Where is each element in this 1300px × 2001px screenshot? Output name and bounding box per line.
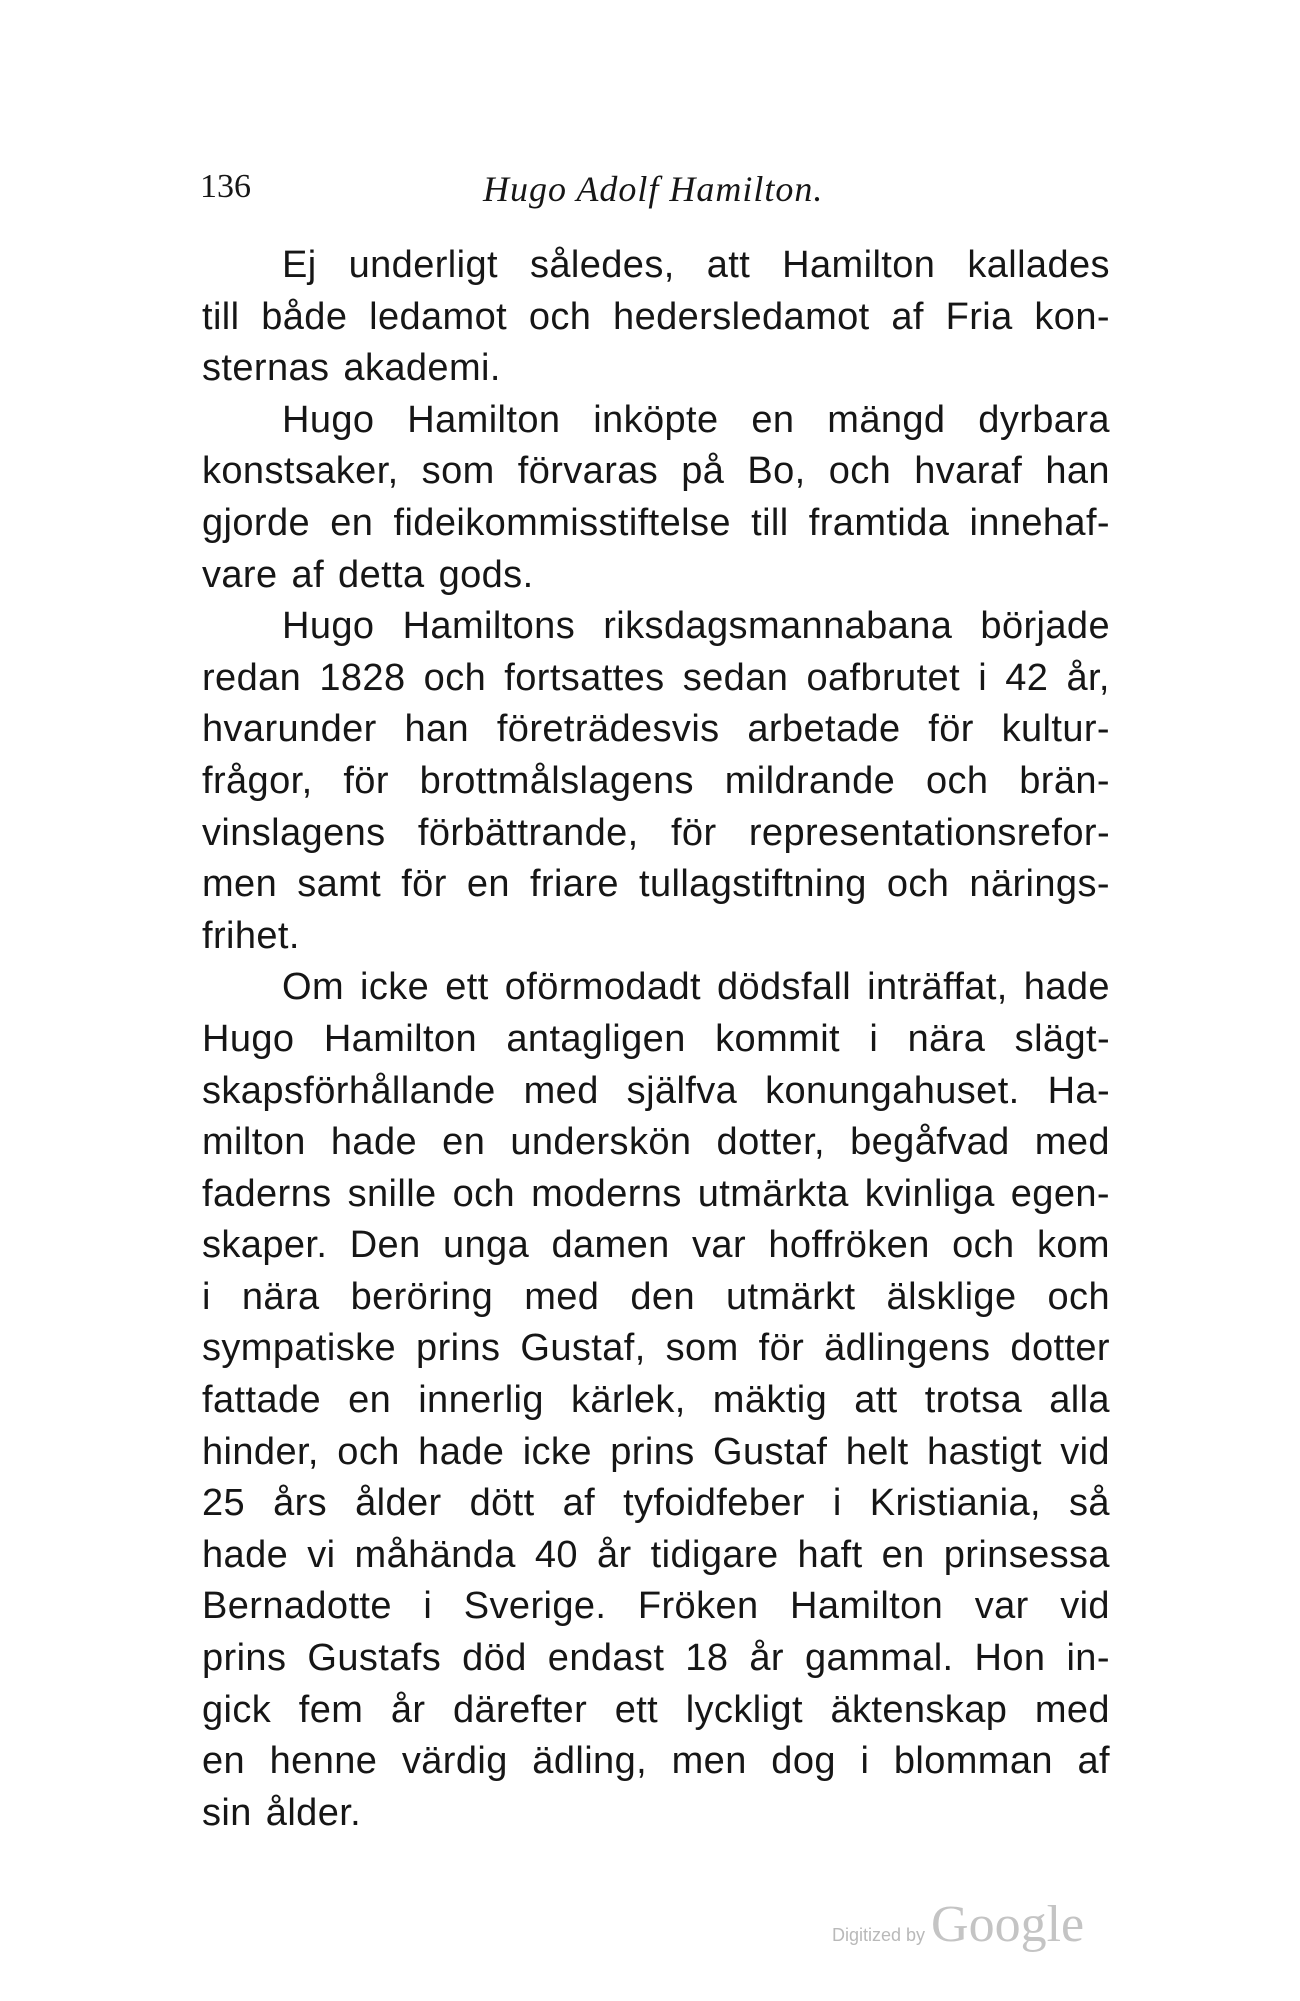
word: att bbox=[706, 244, 751, 286]
word: en bbox=[466, 863, 510, 906]
word: hastigt bbox=[927, 1430, 1042, 1473]
watermark-prefix: Digitized by bbox=[832, 1925, 926, 1945]
word: med bbox=[524, 1275, 600, 1318]
word: unga bbox=[442, 1224, 530, 1267]
word: kärlek, bbox=[571, 1379, 686, 1422]
word: friare bbox=[529, 863, 619, 906]
word: och bbox=[423, 656, 487, 699]
word: hade bbox=[1023, 966, 1110, 1009]
word: blomman bbox=[893, 1740, 1053, 1783]
word: en bbox=[881, 1533, 925, 1576]
word: inköpte bbox=[593, 398, 719, 441]
text-line bbox=[202, 498, 1110, 550]
word: och bbox=[1047, 1275, 1110, 1318]
word: år bbox=[390, 1688, 426, 1731]
word: en bbox=[330, 501, 374, 544]
word: Hugo bbox=[282, 398, 375, 441]
word: arbetade bbox=[747, 708, 901, 751]
word: endast bbox=[547, 1637, 665, 1680]
word: Sverige. bbox=[463, 1585, 607, 1628]
word: kvinliga bbox=[864, 1172, 995, 1215]
word: Fröken bbox=[637, 1585, 759, 1628]
word: ett bbox=[445, 966, 489, 1009]
word: samt bbox=[297, 863, 382, 906]
word: hade bbox=[418, 1430, 505, 1473]
word: utmärkt bbox=[726, 1275, 856, 1318]
word: gods. bbox=[438, 553, 534, 596]
word: 40 bbox=[534, 1533, 578, 1576]
word: akademi. bbox=[343, 347, 501, 390]
word: år bbox=[749, 1637, 784, 1680]
text-line bbox=[202, 1117, 1110, 1169]
word: trotsa bbox=[924, 1379, 1023, 1422]
word: fem bbox=[298, 1688, 364, 1731]
word: af bbox=[291, 553, 325, 596]
text-line bbox=[202, 292, 1110, 344]
word: kon- bbox=[1034, 295, 1110, 338]
word: fortsattes bbox=[504, 656, 665, 699]
text-line bbox=[202, 1530, 1110, 1582]
word: men bbox=[202, 863, 278, 906]
word: skaper. bbox=[202, 1224, 328, 1267]
word: prins bbox=[610, 1430, 695, 1473]
word: för bbox=[670, 811, 717, 854]
word: värdig bbox=[401, 1740, 508, 1783]
word: både bbox=[261, 295, 348, 338]
word: tullagstiftning bbox=[639, 863, 867, 906]
text-line bbox=[202, 1169, 1110, 1221]
word: till bbox=[202, 295, 240, 338]
word: egen- bbox=[1010, 1172, 1110, 1215]
word: år bbox=[596, 1533, 632, 1576]
word: dog bbox=[771, 1740, 836, 1783]
word: underskön bbox=[510, 1121, 692, 1164]
text-line bbox=[202, 704, 1110, 756]
word: sympatiske bbox=[202, 1327, 397, 1370]
word: Hugo bbox=[202, 1017, 295, 1060]
text-line bbox=[202, 1685, 1110, 1737]
word: Hamilton bbox=[407, 398, 561, 441]
word: af bbox=[891, 295, 924, 338]
word: som bbox=[665, 1327, 739, 1370]
word: han bbox=[404, 708, 470, 751]
text-line bbox=[202, 1066, 1110, 1118]
word: konungahuset. bbox=[765, 1069, 1020, 1112]
word: Ha- bbox=[1047, 1069, 1110, 1112]
word: representationsrefor- bbox=[748, 811, 1110, 854]
word: dyrbara bbox=[978, 398, 1110, 441]
word: sin bbox=[202, 1791, 252, 1834]
word: själfva bbox=[626, 1069, 738, 1112]
text-line bbox=[202, 808, 1110, 860]
text-line bbox=[202, 343, 1110, 395]
word: var bbox=[974, 1585, 1029, 1628]
word: damen bbox=[551, 1224, 670, 1267]
word: kallades bbox=[967, 244, 1110, 286]
word: dotter, bbox=[716, 1121, 825, 1164]
word: brän- bbox=[1019, 759, 1110, 802]
word: år, bbox=[1066, 656, 1110, 699]
word: vinslagens bbox=[202, 811, 386, 854]
word: en bbox=[442, 1121, 486, 1164]
word: hvaraf bbox=[914, 450, 1023, 493]
word: haft bbox=[797, 1533, 863, 1576]
word: brottmålslagens bbox=[419, 759, 694, 802]
word: 42 bbox=[1005, 656, 1049, 699]
word: gjorde bbox=[202, 501, 311, 544]
word: hade bbox=[330, 1121, 418, 1164]
word: för bbox=[758, 1327, 805, 1370]
word: ålder bbox=[355, 1482, 442, 1525]
word: Bo, bbox=[747, 450, 806, 493]
text-line bbox=[202, 395, 1110, 447]
word: Hamilton bbox=[782, 244, 936, 286]
word: men bbox=[671, 1740, 747, 1783]
word: underligt bbox=[348, 244, 498, 286]
word: vid bbox=[1060, 1430, 1110, 1473]
word: i bbox=[978, 656, 988, 699]
word: ledamot bbox=[369, 295, 508, 338]
word: prinsessa bbox=[943, 1533, 1110, 1576]
word: närings- bbox=[969, 863, 1110, 906]
google-logo: Google bbox=[931, 1896, 1085, 1953]
word: ädling, bbox=[532, 1740, 648, 1783]
page-number: 136 bbox=[200, 168, 251, 205]
page-header bbox=[200, 168, 1120, 218]
word: och bbox=[886, 863, 950, 906]
word: frågor, bbox=[202, 759, 313, 802]
word: i bbox=[832, 1482, 842, 1525]
word: mängd bbox=[827, 398, 946, 441]
word: hade bbox=[202, 1533, 289, 1576]
text-line bbox=[202, 962, 1110, 1014]
word: redan bbox=[202, 656, 302, 699]
word: ädlingens bbox=[824, 1327, 991, 1370]
word: ett bbox=[614, 1688, 659, 1731]
word: hoffröken bbox=[768, 1224, 930, 1267]
word: till bbox=[751, 501, 789, 544]
word: Gustaf bbox=[713, 1430, 828, 1473]
word: förbättrande, bbox=[417, 811, 639, 854]
word: i bbox=[869, 1017, 879, 1060]
word: in- bbox=[1066, 1637, 1110, 1680]
word: Kristiania, bbox=[869, 1482, 1041, 1525]
word: företrädesvis bbox=[496, 708, 720, 751]
word: nära bbox=[241, 1275, 320, 1318]
body-text bbox=[202, 240, 1110, 1839]
word: älsklige bbox=[886, 1275, 1017, 1318]
word: och bbox=[337, 1430, 400, 1473]
word: Hamilton bbox=[790, 1585, 944, 1628]
text-line bbox=[202, 1375, 1110, 1427]
word: kommit bbox=[715, 1017, 840, 1060]
text-line bbox=[202, 911, 1110, 963]
word: milton bbox=[202, 1121, 306, 1164]
word: helt bbox=[845, 1430, 909, 1473]
text-line bbox=[202, 653, 1110, 705]
word: för bbox=[928, 708, 974, 751]
word: en bbox=[348, 1379, 392, 1422]
word: fideikommisstiftelse bbox=[393, 501, 731, 544]
word: framtida bbox=[808, 501, 950, 544]
word: af bbox=[1077, 1740, 1110, 1783]
word: sternas bbox=[202, 347, 330, 390]
word: Bernadotte bbox=[202, 1585, 392, 1628]
text-line bbox=[202, 240, 1110, 292]
word: att bbox=[854, 1379, 898, 1422]
word: därefter bbox=[452, 1688, 588, 1731]
word: tidigare bbox=[650, 1533, 779, 1576]
word: innerlig bbox=[418, 1379, 544, 1422]
word: inträffat, bbox=[867, 966, 1008, 1009]
word: på bbox=[681, 450, 725, 493]
word: ålder. bbox=[265, 1791, 362, 1834]
word: mäktig bbox=[712, 1379, 828, 1422]
word: Den bbox=[349, 1224, 421, 1267]
word: lyckligt bbox=[685, 1688, 803, 1731]
word: sedan bbox=[682, 656, 789, 699]
word: 18 bbox=[685, 1637, 729, 1680]
word: och bbox=[828, 450, 892, 493]
text-line bbox=[202, 1788, 1110, 1840]
word: 1828 bbox=[319, 656, 406, 699]
word: med bbox=[1034, 1688, 1110, 1731]
word: och bbox=[452, 1172, 516, 1215]
running-title: Hugo Adolf Hamilton. bbox=[483, 169, 824, 209]
word: beröring bbox=[350, 1275, 494, 1318]
word: och bbox=[952, 1224, 1015, 1267]
word: Gustaf, bbox=[520, 1327, 646, 1370]
word: dödsfall bbox=[716, 966, 852, 1009]
word: i bbox=[423, 1585, 433, 1628]
word: 25 bbox=[202, 1482, 246, 1525]
word: måhända bbox=[354, 1533, 516, 1576]
word: han bbox=[1045, 450, 1110, 493]
word: för bbox=[343, 759, 389, 802]
text-line bbox=[202, 1581, 1110, 1633]
word: död bbox=[462, 1637, 527, 1680]
text-line bbox=[202, 550, 1110, 602]
word: prins bbox=[416, 1327, 501, 1370]
word: konstsaker, bbox=[202, 450, 399, 493]
word: med bbox=[523, 1069, 599, 1112]
word: års bbox=[273, 1482, 328, 1525]
word: i bbox=[202, 1275, 211, 1318]
word: skapsförhållande bbox=[202, 1069, 496, 1112]
word: Hamilton bbox=[323, 1017, 477, 1060]
word: gammal. bbox=[805, 1637, 954, 1680]
word: snille bbox=[347, 1172, 437, 1215]
word: Hugo bbox=[282, 605, 375, 648]
word: kom bbox=[1036, 1224, 1110, 1267]
word: den bbox=[630, 1275, 695, 1318]
word: äktenskap bbox=[830, 1688, 1008, 1731]
word: icke bbox=[360, 966, 430, 1009]
word: gick bbox=[202, 1688, 272, 1731]
word: hvarunder bbox=[202, 708, 377, 751]
word: Fria bbox=[945, 295, 1013, 338]
text-line bbox=[202, 1633, 1110, 1685]
text-line bbox=[202, 1427, 1110, 1479]
word: icke bbox=[522, 1430, 592, 1473]
word: oförmodadt bbox=[504, 966, 701, 1009]
word: började bbox=[980, 605, 1110, 648]
word: tyfoidfeber bbox=[623, 1482, 805, 1525]
word: af bbox=[562, 1482, 596, 1525]
word: således, bbox=[529, 244, 675, 286]
text-line bbox=[202, 1272, 1110, 1324]
word: riksdagsmannabana bbox=[603, 605, 953, 648]
word: som bbox=[421, 450, 495, 493]
word: dotter bbox=[1010, 1327, 1110, 1370]
word: och bbox=[925, 759, 989, 802]
text-line bbox=[202, 446, 1110, 498]
word: frihet. bbox=[202, 914, 300, 957]
word: oafbrutet bbox=[806, 656, 961, 699]
text-line bbox=[202, 756, 1110, 808]
word: en bbox=[751, 398, 795, 441]
word: hinder, bbox=[202, 1430, 319, 1473]
word: med bbox=[1034, 1121, 1110, 1164]
word: Hon bbox=[974, 1637, 1046, 1680]
word: kultur- bbox=[1001, 708, 1110, 751]
word: innehaf- bbox=[969, 501, 1110, 544]
text-line bbox=[202, 1478, 1110, 1530]
word: och bbox=[528, 295, 592, 338]
word: var bbox=[692, 1224, 747, 1267]
word: nära bbox=[907, 1017, 986, 1060]
word: faderns bbox=[202, 1172, 332, 1215]
word: dött bbox=[469, 1482, 535, 1525]
text-line bbox=[202, 1014, 1110, 1066]
word: henne bbox=[269, 1740, 378, 1783]
text-line bbox=[202, 1220, 1110, 1272]
word: vi bbox=[307, 1533, 336, 1576]
word: alla bbox=[1049, 1379, 1110, 1422]
word: förvaras bbox=[517, 450, 659, 493]
word: moderns bbox=[531, 1172, 682, 1215]
digitized-watermark bbox=[832, 1895, 1084, 1954]
word: utmärkta bbox=[697, 1172, 849, 1215]
word: i bbox=[860, 1740, 870, 1783]
word: mildrande bbox=[724, 759, 896, 802]
word: prins bbox=[202, 1637, 287, 1680]
text-line bbox=[202, 1323, 1110, 1375]
word: Gustafs bbox=[307, 1637, 442, 1680]
text-line bbox=[202, 601, 1110, 653]
text-line bbox=[202, 1736, 1110, 1788]
word: för bbox=[401, 863, 447, 906]
word: vid bbox=[1060, 1585, 1110, 1628]
word: Om bbox=[282, 966, 345, 1009]
word: Hamiltons bbox=[402, 605, 576, 648]
word: slägt- bbox=[1014, 1017, 1110, 1060]
word: så bbox=[1069, 1482, 1110, 1525]
word: vare bbox=[202, 553, 278, 596]
word: detta bbox=[338, 553, 425, 596]
word: Ej bbox=[282, 244, 317, 286]
text-line bbox=[202, 859, 1110, 911]
word: fattade bbox=[202, 1379, 322, 1422]
word: begåfvad bbox=[850, 1121, 1010, 1164]
word: hedersledamot bbox=[613, 295, 870, 338]
word: en bbox=[202, 1740, 246, 1783]
word: antagligen bbox=[506, 1017, 686, 1060]
